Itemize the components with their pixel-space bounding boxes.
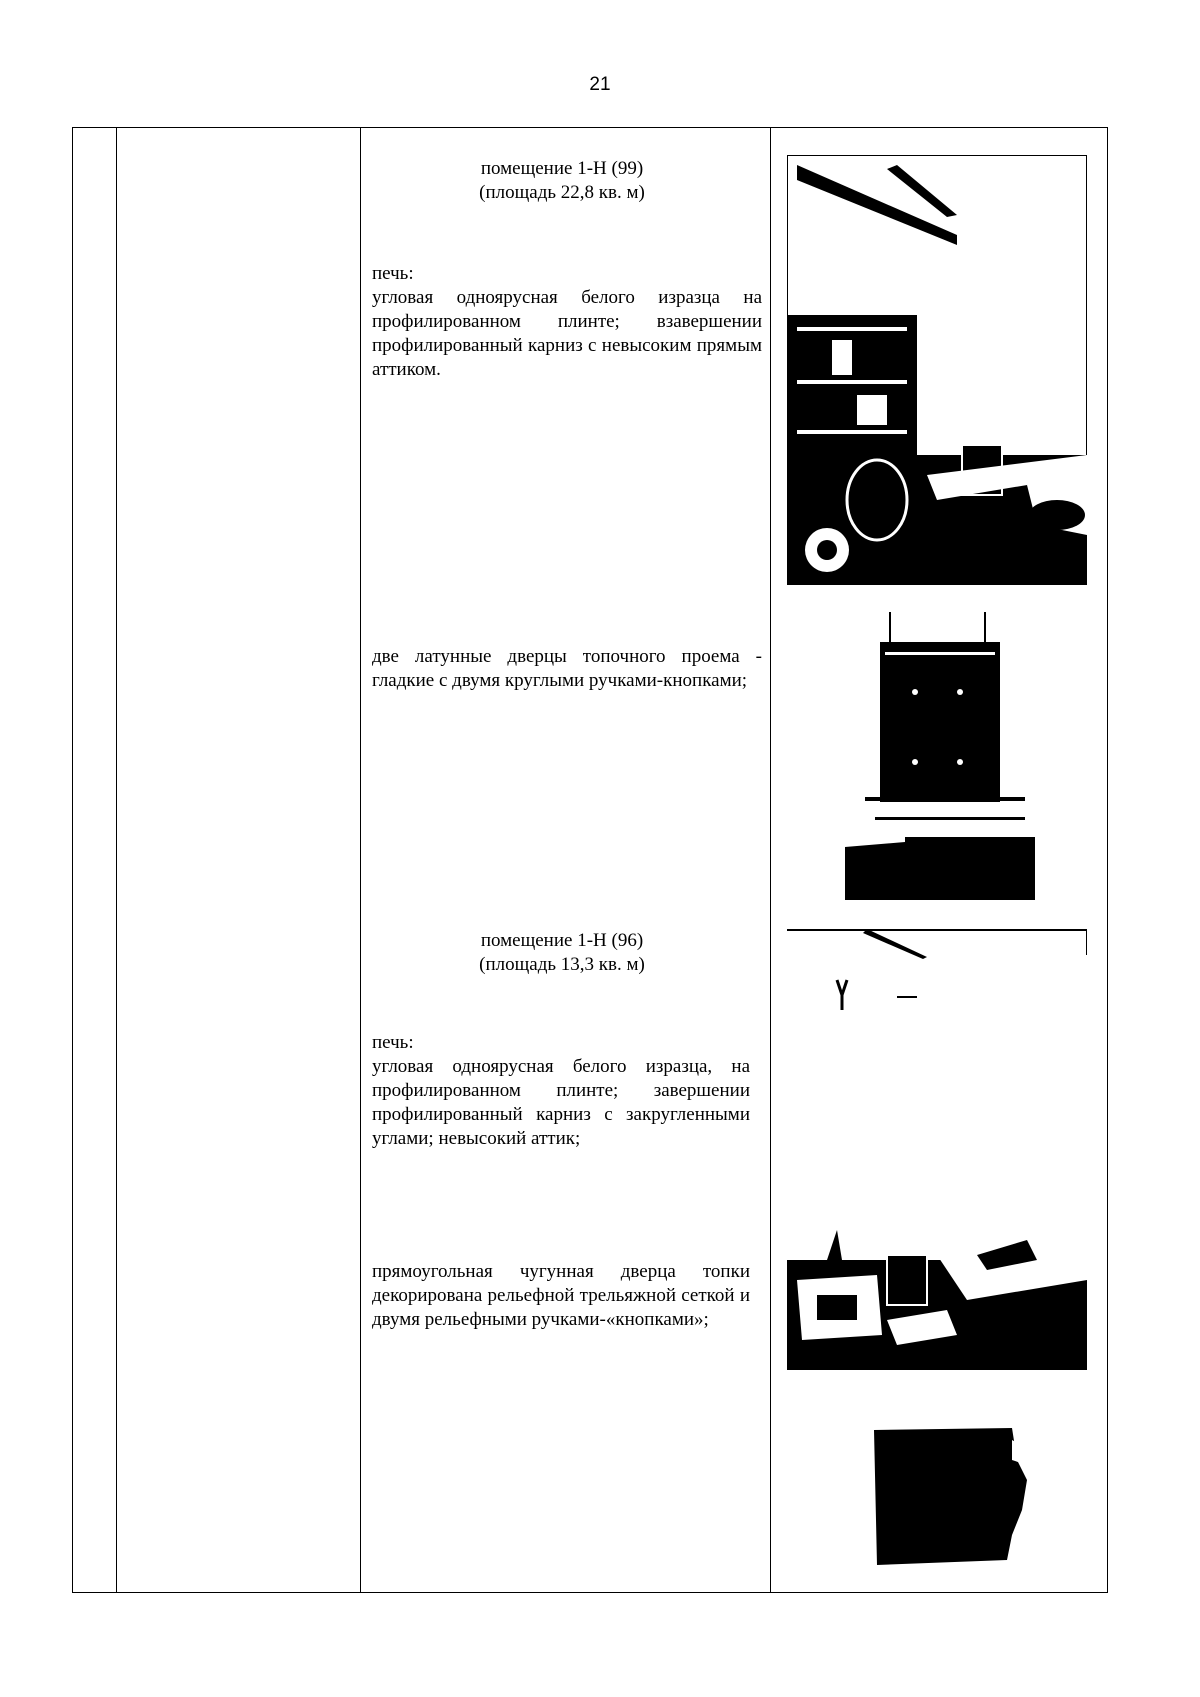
- room-2-area: (площадь 13,3 кв. м): [479, 954, 645, 975]
- room-1-doors-description: две латунные дверцы топочного проема - гладкие с двумя круглыми ручками-кнопками;: [372, 646, 762, 691]
- room-2-stove-label: печь:: [372, 1032, 414, 1053]
- column-divider-3: [770, 128, 771, 1592]
- room-2-stove-description: угловая одноярусная белого изразца, на профилированном плинте; завершении профилированный карниз с закругленными углами; невысокий аттик;: [372, 1056, 750, 1149]
- page-number: 21: [589, 74, 611, 95]
- photo-room-96-ceiling: [787, 925, 1087, 1045]
- column-divider-2: [360, 128, 361, 1592]
- column-divider-1: [116, 128, 117, 1592]
- photo-brass-doors: [845, 612, 1035, 900]
- photo-stove-room-99: [787, 155, 1087, 585]
- room-1-area: (площадь 22,8 кв. м): [479, 182, 645, 203]
- room-1-title: помещение 1-Н (99): [480, 158, 644, 179]
- room-1-stove-label: печь:: [372, 263, 414, 284]
- photo-room-96-furniture: [787, 1160, 1087, 1370]
- photo-cast-iron-door: [862, 1420, 1032, 1570]
- room-1-stove-description: угловая одноярусная белого изразца на профилированном плинте; взавершении профилированный карниз с невысоким прямым аттиком.: [372, 287, 762, 380]
- room-2-title: помещение 1-Н (96): [480, 930, 644, 951]
- room-2-door-description: прямоугольная чугунная дверца топки декорирована рельефной трельяжной сеткой и двумя рельефными ручками-«кнопками»;: [372, 1261, 750, 1330]
